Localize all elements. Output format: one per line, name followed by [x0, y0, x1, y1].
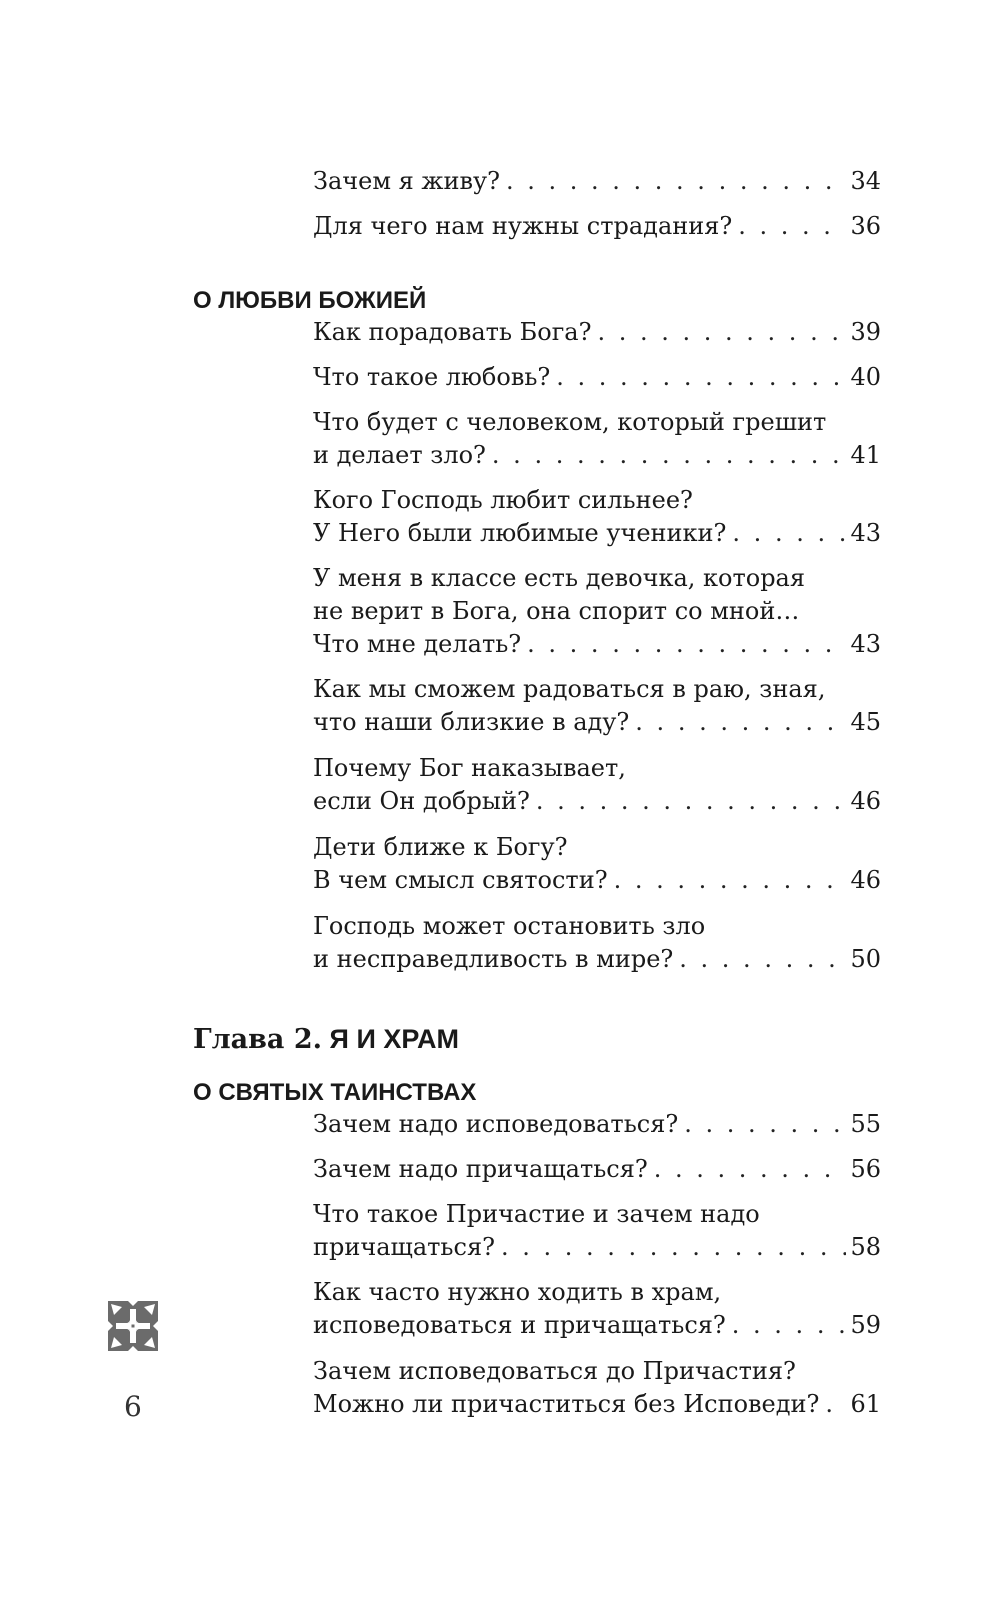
leader-dots [825, 1388, 846, 1421]
toc-entry-title: Можно ли причаститься без Исповеди? [313, 1390, 820, 1418]
toc-entry[interactable] [313, 1198, 881, 1264]
leader-dots [635, 706, 846, 739]
toc-entry-title: В чем смысл святости? [313, 866, 608, 894]
toc-entry-line: Господь может остановить зло [313, 912, 706, 940]
chapter-title: Я И ХРАМ [329, 1024, 459, 1054]
toc-entry[interactable] [313, 165, 881, 198]
toc-entry-page: 59 [850, 1311, 881, 1339]
leader-dots [527, 628, 846, 661]
toc-entry-page: 40 [850, 363, 881, 391]
leader-dots [614, 864, 847, 897]
leader-dots [492, 439, 847, 472]
toc-entry[interactable] [313, 910, 881, 976]
toc-entry-title: что наши близкие в аду? [313, 708, 630, 736]
page-number: 6 [124, 1390, 142, 1423]
toc-entry-page: 43 [850, 519, 881, 547]
ornament-icon [108, 1301, 158, 1351]
toc-entry-title: Что мне делать? [313, 630, 522, 658]
toc-entry[interactable] [313, 210, 881, 243]
toc-entry-title: Для чего нам нужны страдания? [313, 212, 733, 240]
toc-entry-page: 56 [850, 1155, 881, 1183]
toc-entry-title: У Него были любимые ученики? [313, 519, 727, 547]
toc-entry-page: 61 [850, 1390, 881, 1418]
leader-dots [597, 316, 846, 349]
toc-entry-title: Как порадовать Бога? [313, 318, 592, 346]
toc-entry-page: 34 [850, 167, 881, 195]
leader-dots [536, 785, 847, 818]
toc-entry-title: если Он добрый? [313, 787, 530, 815]
toc-entry-page: 46 [850, 866, 881, 894]
toc-entry[interactable] [313, 1153, 881, 1186]
toc-entry-line: Что такое Причастие и зачем надо [313, 1200, 760, 1228]
toc-entry[interactable] [313, 562, 881, 661]
section-heading: О ЛЮБВИ БОЖИЕЙ [193, 287, 427, 314]
leader-dots [654, 1153, 847, 1186]
toc-entry[interactable] [313, 406, 881, 472]
leader-dots [679, 943, 846, 976]
toc-entry[interactable] [313, 1355, 881, 1421]
toc-entry-page: 36 [850, 212, 881, 240]
section-heading: О СВЯТЫХ ТАИНСТВАХ [193, 1079, 477, 1106]
toc-entry-title: причащаться? [313, 1233, 495, 1261]
toc-entry-title: Зачем я живу? [313, 167, 500, 195]
toc-entry[interactable] [313, 484, 881, 550]
toc-entry-page: 50 [850, 945, 881, 973]
leader-dots [506, 165, 846, 198]
leader-dots [732, 1309, 847, 1342]
toc-entry-line: не верит в Бога, она спорит со мной… [313, 597, 800, 625]
leader-dots [684, 1108, 846, 1141]
toc-entry-page: 55 [850, 1110, 881, 1138]
toc-entry-page: 41 [850, 441, 881, 469]
toc-entry-line: Как мы сможем радоваться в раю, зная, [313, 675, 826, 703]
toc-entry[interactable] [313, 316, 881, 349]
toc-entry-line: Почему Бог наказывает, [313, 754, 626, 782]
toc-entry[interactable] [313, 1108, 881, 1141]
toc-entry-page: 58 [850, 1233, 881, 1261]
leader-dots [556, 361, 846, 394]
toc-entry[interactable] [313, 1276, 881, 1342]
toc-entry-title: и делает зло? [313, 441, 486, 469]
toc-entry-title: исповедоваться и причащаться? [313, 1311, 726, 1339]
toc-entry[interactable] [313, 831, 881, 897]
toc-entry-line: Как часто нужно ходить в храм, [313, 1278, 722, 1306]
chapter-label: Глава 2. [193, 1024, 323, 1055]
toc-entry-page: 43 [850, 630, 881, 658]
toc-entry[interactable] [313, 361, 881, 394]
leader-dots [738, 210, 846, 243]
toc-entry-line: Кого Господь любит сильнее? [313, 486, 693, 514]
toc-entry[interactable] [313, 673, 881, 739]
leader-dots [732, 517, 846, 550]
chapter-heading [193, 1023, 459, 1056]
toc-entry-line: Дети ближе к Богу? [313, 833, 568, 861]
toc-entry-title: и несправедливость в мире? [313, 945, 674, 973]
toc-entry-page: 46 [850, 787, 881, 815]
toc-entry-line: Зачем исповедоваться до Причастия? [313, 1357, 796, 1385]
toc-entry-line: Что будет с человеком, который грешит [313, 408, 827, 436]
toc-entry-page: 45 [850, 708, 881, 736]
toc-entry[interactable] [313, 752, 881, 818]
toc-entry-title: Зачем надо исповедоваться? [313, 1110, 679, 1138]
toc-entry-line: У меня в классе есть девочка, которая [313, 564, 805, 592]
leader-dots [501, 1231, 847, 1264]
toc-entry-page: 39 [850, 318, 881, 346]
toc-entry-title: Зачем надо причащаться? [313, 1155, 648, 1183]
toc-entry-title: Что такое любовь? [313, 363, 551, 391]
